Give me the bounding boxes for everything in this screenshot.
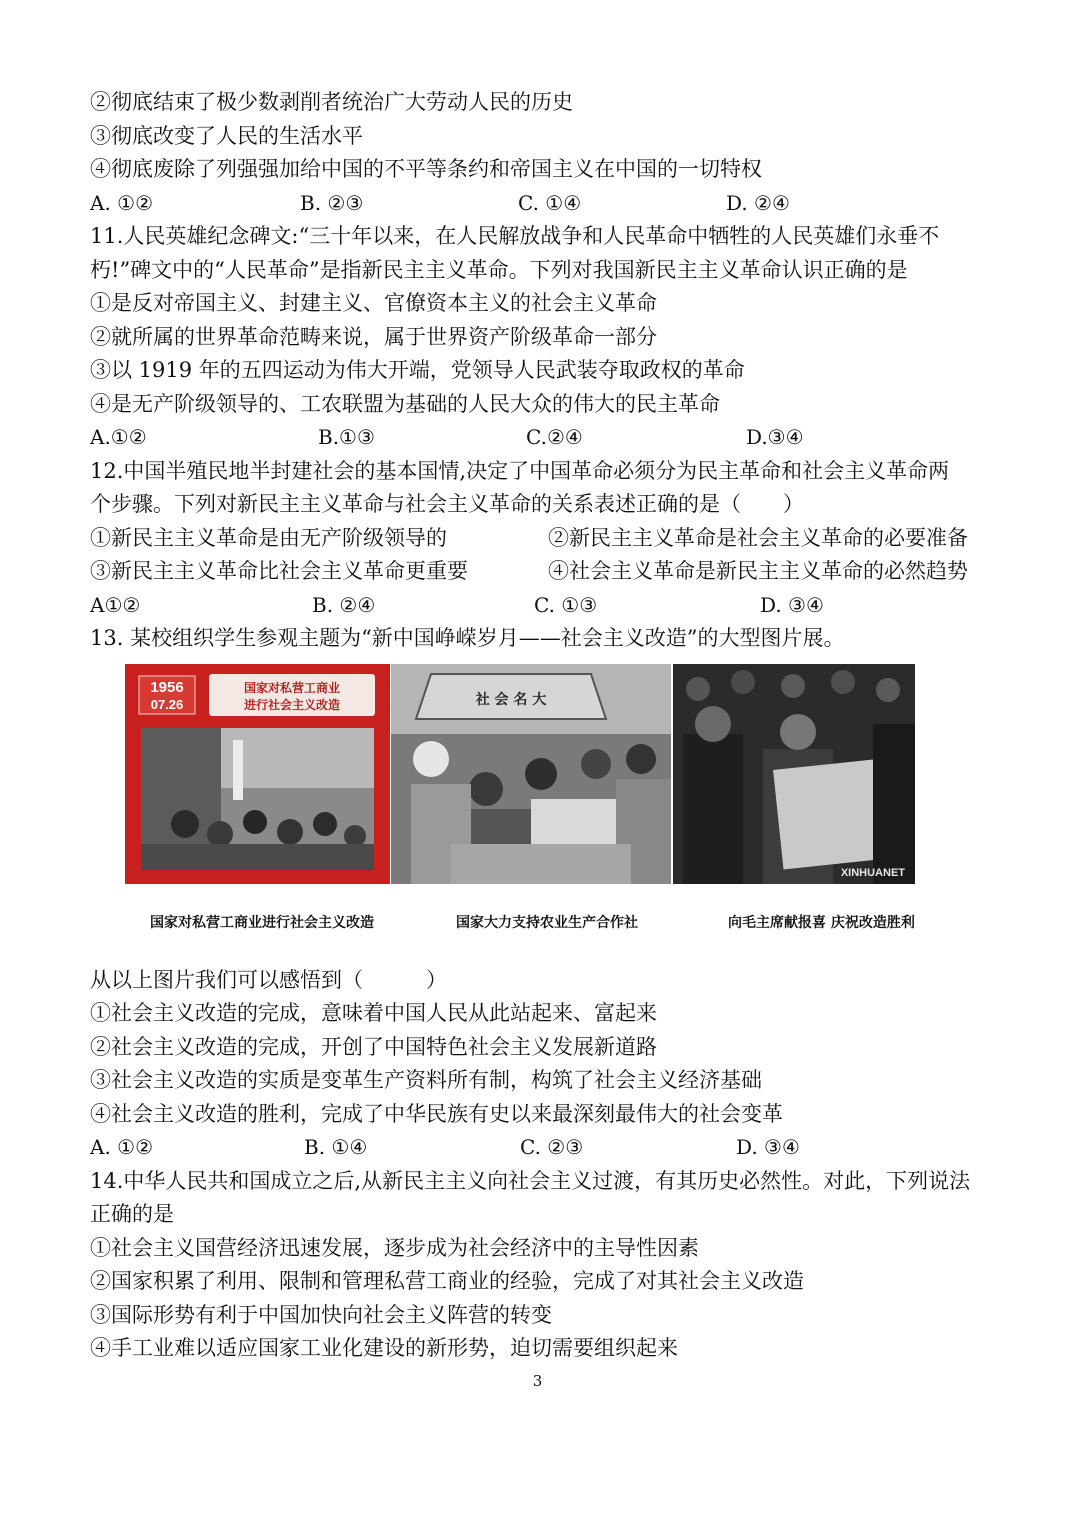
- q12-item: ③新民主主义革命比社会主义革命更重要: [90, 559, 468, 583]
- q12-stem: 个步骤。下列对新民主主义革命与社会主义革命的关系表述正确的是（ ）: [90, 492, 804, 516]
- q13-option-d[interactable]: D. ③④: [736, 1135, 800, 1159]
- q11-option-d[interactable]: D.③④: [746, 425, 804, 449]
- q11-option-b[interactable]: B.①③: [318, 425, 375, 449]
- q10-item: ②彻底结束了极少数剥削者统治广大劳动人民的历史: [90, 90, 573, 114]
- photo1-date-year: 1956: [150, 678, 184, 696]
- q12-option-b[interactable]: B. ②④: [312, 592, 376, 617]
- photo-report-to-chairman: [673, 664, 915, 884]
- photo1-date-day: 07.26: [150, 696, 184, 712]
- page-number: 3: [532, 1372, 543, 1390]
- q14-item: ④手工业难以适应国家工业化建设的新形势，迫切需要组织起来: [90, 1336, 678, 1360]
- q11-stem: 11.人民英雄纪念碑文:“三十年以来，在人民解放战争和人民革命中牺牲的人民英雄们永垂不: [90, 224, 940, 248]
- photo2-sign: 社 会 名 大: [475, 691, 547, 708]
- q12-item: ②新民主主义革命是社会主义革命的必要准备: [548, 525, 968, 550]
- q11-item: ④是无产阶级领导的、工农联盟为基础的人民大众的伟大的民主革命: [90, 391, 720, 416]
- photo-caption: 向毛主席献报喜 庆祝改造胜利: [728, 914, 915, 931]
- q11-options: [90, 421, 990, 455]
- q12-options: [90, 589, 990, 623]
- q13-stem: 13. 某校组织学生参观主题为“新中国峥嵘岁月——社会主义改造”的大型图片展。: [90, 626, 845, 650]
- q14-item: ②国家积累了利用、限制和管理私营工商业的经验，完成了对其社会主义改造: [90, 1269, 804, 1293]
- photo-exhibition-figure: [90, 664, 990, 964]
- photo-caption: 国家对私营工商业进行社会主义改造: [150, 914, 374, 931]
- q10-option-a[interactable]: A. ①②: [90, 190, 154, 215]
- q10-item: ④彻底废除了列强强加给中国的不平等条约和帝国主义在中国的一切特权: [90, 157, 762, 181]
- q11-item: ②就所属的世界革命范畴来说，属于世界资产阶级革命一部分: [90, 324, 657, 349]
- q12-items-row: [90, 555, 990, 589]
- q13-option-a[interactable]: A. ①②: [90, 1135, 154, 1159]
- q14-item: ③国际形势有利于中国加快向社会主义阵营的转变: [90, 1302, 552, 1327]
- q12-option-d[interactable]: D. ③④: [760, 592, 824, 617]
- photo1-banner-line2: 进行社会主义改造: [243, 697, 341, 712]
- q14-item: ①社会主义国营经济迅速发展，逐步成为社会经济中的主导性因素: [90, 1235, 699, 1260]
- q13-option-c[interactable]: C. ②③: [520, 1135, 584, 1159]
- exam-page: [90, 86, 990, 1366]
- photo1-banner-line1: 国家对私营工商业: [243, 680, 341, 695]
- q13-item: ④社会主义改造的胜利，完成了中华民族有史以来最深刻最伟大的社会变革: [90, 1101, 783, 1126]
- q10-options: [90, 187, 990, 221]
- q14-stem: 正确的是: [90, 1202, 174, 1226]
- q13-item: ③社会主义改造的实质是变革生产资料所有制，构筑了社会主义经济基础: [90, 1068, 762, 1092]
- q13-options: [90, 1131, 990, 1165]
- q12-option-c[interactable]: C. ①③: [534, 592, 598, 617]
- q12-item: ①新民主主义革命是由无产阶级领导的: [90, 525, 447, 550]
- q11-option-a[interactable]: A.①②: [90, 425, 147, 449]
- photo-private-industry: [125, 664, 390, 884]
- photo3-watermark: XINHUANET: [840, 866, 905, 879]
- q11-item: ③以 1919 年的五四运动为伟大开端，党领导人民武装夺取政权的革命: [90, 358, 745, 382]
- q12-option-a[interactable]: A①②: [90, 592, 141, 617]
- q12-stem: 12.中国半殖民地半封建社会的基本国情,决定了中国革命必须分为民主革命和社会主义革命两: [90, 458, 950, 483]
- q13-item: ①社会主义改造的完成，意味着中国人民从此站起来、富起来: [90, 1001, 657, 1025]
- q11-stem: 朽!”碑文中的“人民革命”是指新民主主义革命。下列对我国新民主主义革命认识正确的是: [90, 257, 908, 282]
- q10-option-d[interactable]: D. ②④: [726, 190, 790, 215]
- q14-stem: 14.中华人民共和国成立之后,从新民主主义向社会主义过渡，有其历史必然性。对此，下列说法: [90, 1168, 971, 1193]
- q11-item: ①是反对帝国主义、封建主义、官僚资本主义的社会主义革命: [90, 291, 657, 315]
- q11-option-c[interactable]: C.②④: [526, 425, 583, 449]
- q12-item: ④社会主义革命是新民主主义革命的必然趋势: [548, 559, 968, 583]
- q10-option-b[interactable]: B. ②③: [300, 190, 364, 215]
- q13-option-b[interactable]: B. ①④: [304, 1135, 368, 1159]
- q12-items-row: [90, 522, 990, 556]
- photo-agricultural-cooperative: [391, 664, 671, 884]
- q10-option-c[interactable]: C. ①④: [518, 190, 582, 215]
- q10-item: ③彻底改变了人民的生活水平: [90, 123, 363, 148]
- photo-caption: 国家大力支持农业生产合作社: [456, 914, 638, 931]
- q13-prompt: 从以上图片我们可以感悟到（ ）: [90, 967, 447, 992]
- q13-item: ②社会主义改造的完成，开创了中国特色社会主义发展新道路: [90, 1034, 657, 1059]
